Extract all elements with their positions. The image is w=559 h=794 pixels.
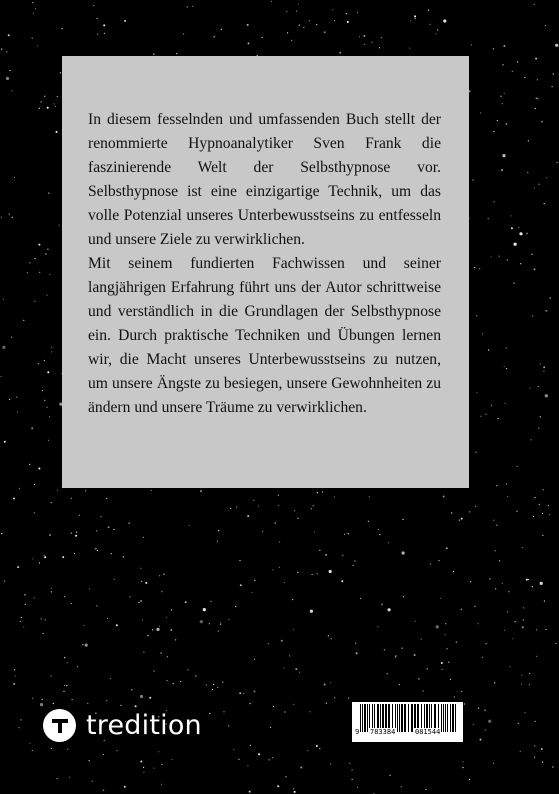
barcode-group-1: 783384 [370,728,396,736]
barcode-group-2: 081544 [415,728,441,736]
blurb-paragraph-2: Mit seinem fundierten Fachwissen und seiner langjährigen Erfahrung führt uns der Autor schrittweise und verständlich in die Grundlagen der Selbsthypnose ein. Durch praktische Techniken und Übungen lernen wir, die Macht unseres Unterbewusstseins zu nutzen, um unsere Ängste zu besiegen, unsere Gewohnheiten zu ändern und unsere Träume zu verwirklichen. [88,255,441,416]
blurb-box [62,56,469,488]
publisher-logo [43,706,202,744]
barcode-prefix: 9 [355,728,360,736]
tredition-logo-icon [43,709,76,742]
blurb-paragraph-1: In diesem fesselnden und umfassenden Buch stellt der renommierte Hypnoanalytiker Sven Frank die faszinierende Welt der Selbsthypnose vor. Selbsthypnose ist eine einzigartige Technik, um das volle Potenzial unseres Unterbewusstseins zu entfesseln und unsere Ziele zu verwirklichen. [88,111,441,248]
publisher-name: tredition [86,709,202,741]
isbn-barcode [352,702,463,742]
